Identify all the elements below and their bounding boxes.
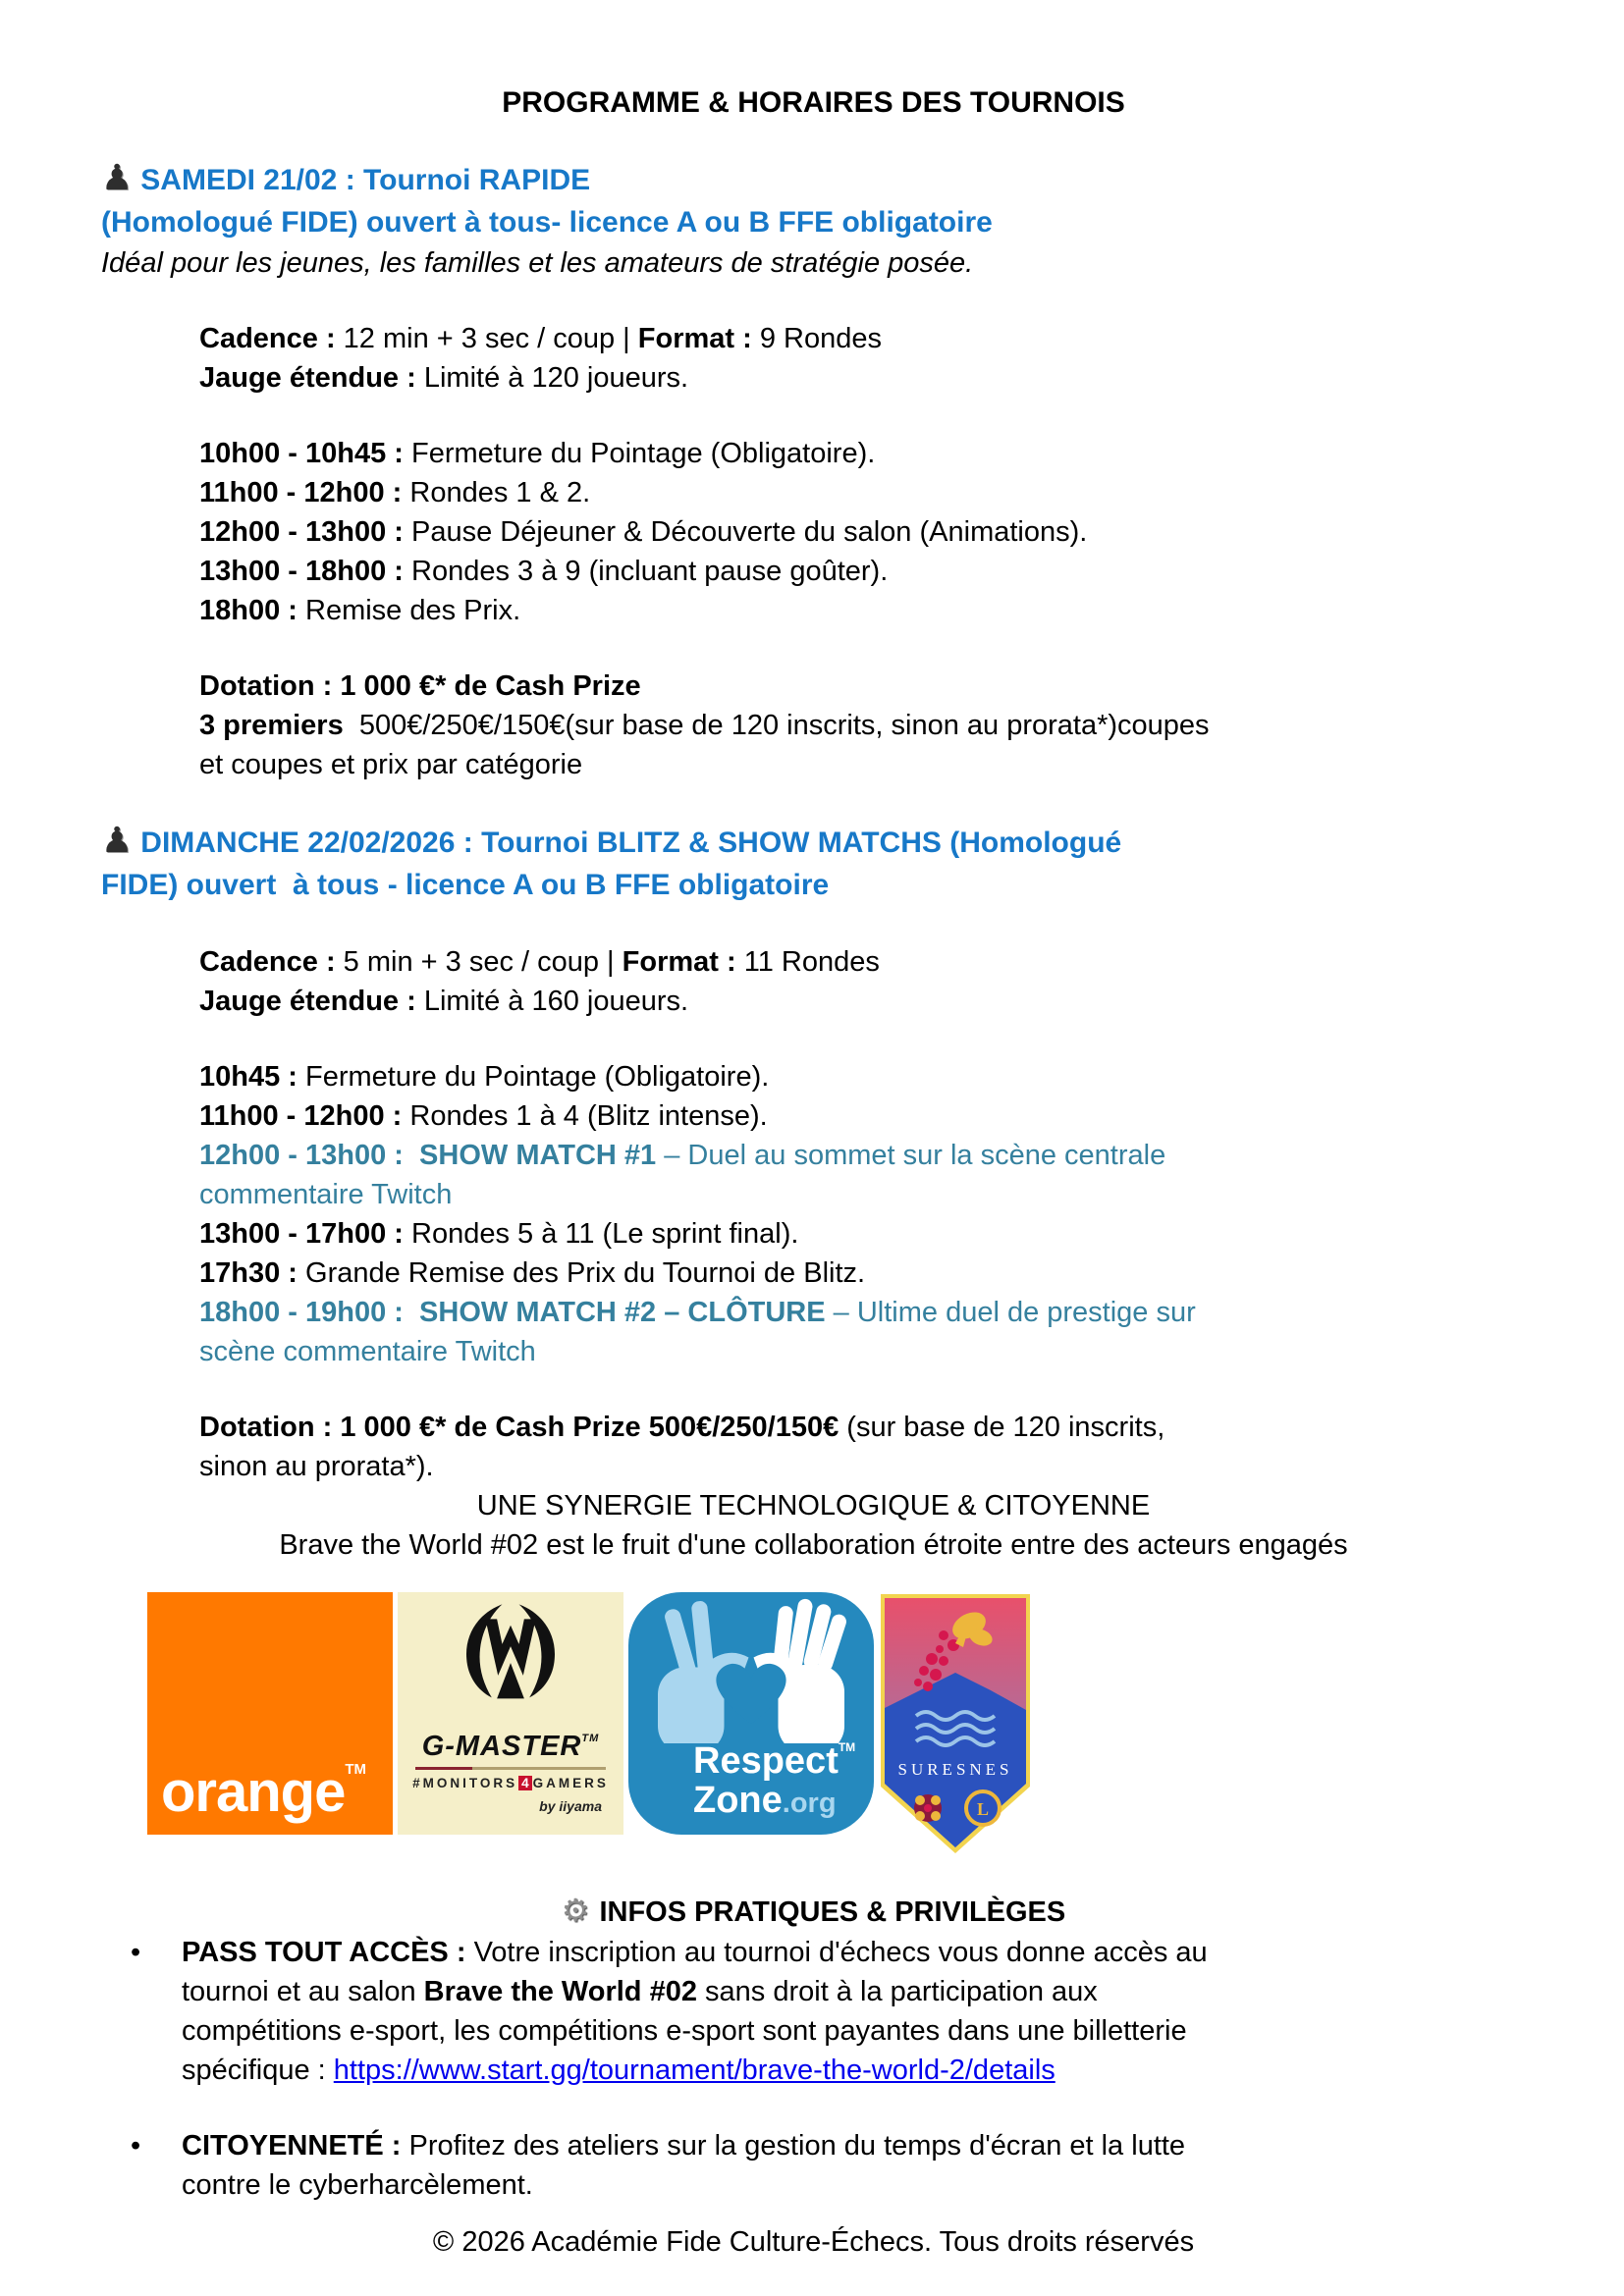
show-match-1-row: [199, 1136, 1526, 1175]
citizen-bullet-item: [101, 2126, 1526, 2205]
schedule-time: 18h00 :: [199, 595, 298, 626]
dotation-headline: Dotation : 1 000 €* de Cash Prize: [199, 670, 641, 702]
suresnes-city-text: SURESNES: [897, 1760, 1013, 1779]
respectzone-line2: [693, 1781, 855, 1823]
suresnes-floral-emblem: [914, 1794, 942, 1822]
schedule-row: [199, 1254, 1526, 1293]
suresnes-crest-icon: [879, 1592, 1032, 1855]
schedule-desc: Fermeture du Pointage (Obligatoire).: [297, 1061, 770, 1093]
format-label: Format :: [622, 946, 736, 978]
jauge-value: Limité à 120 joueurs.: [415, 362, 689, 394]
synergy-heading: UNE SYNERGIE TECHNOLOGIQUE & CITOYENNE: [476, 1490, 1151, 1522]
schedule-desc: Pause Déjeuner & Découverte du salon (Animations).: [403, 516, 1088, 548]
heart-hands-icon: [628, 1596, 874, 1743]
dotation-amount: Dotation : 1 000 €* de Cash Prize 500€/250/150€: [199, 1412, 839, 1443]
schedule-time: 11h00 - 12h00 :: [199, 477, 403, 508]
format-value: 9 Rondes: [751, 323, 882, 354]
lions-club-emblem: [966, 1791, 1000, 1825]
schedule-time: 17h30 :: [199, 1257, 298, 1289]
saturday-heading-line1: [101, 158, 1526, 201]
schedule-desc: Rondes 3 à 9 (incluant pause goûter).: [403, 556, 889, 587]
schedule-desc: Rondes 1 & 2.: [402, 477, 591, 508]
spacer: [101, 2205, 1526, 2222]
suresnes-logo: [879, 1592, 1032, 1855]
synergy-subtitle: Brave the World #02 est le fruit d'une collaboration étroite entre des acteurs engagés: [279, 1529, 1348, 1561]
schedule-row: [199, 552, 1526, 591]
show-match-1-desc: – Duel au sommet sur la scène centrale: [664, 1140, 1166, 1171]
pass-label: PASS TOUT ACCÈS :: [182, 1937, 474, 1968]
zone-text: Zone: [693, 1780, 783, 1821]
org-suffix: .org: [782, 1788, 837, 1819]
sunday-heading-line1: [101, 821, 1526, 864]
dotation-note: (sur base de 120 inscrits,: [839, 1412, 1165, 1443]
spacer: [101, 1371, 1526, 1408]
schedule-row: [199, 1214, 1526, 1254]
schedule-desc: Rondes 5 à 11 (Le sprint final).: [403, 1218, 799, 1250]
pass-line4: [182, 2051, 1526, 2090]
gmaster-tag-prefix: #MONITORS: [412, 1776, 518, 1790]
saturday-cadence-line: [199, 319, 1526, 358]
orange-wordmark: [161, 1759, 366, 1825]
dotation-top3-label: 3 premiers: [199, 710, 344, 741]
pass-text: sans droit à la participation aux: [696, 1976, 1098, 2007]
gmaster-divider: [415, 1767, 606, 1770]
saturday-schedule: [199, 434, 1526, 630]
saturday-heading-text: SAMEDI 21/02 : Tournoi RAPIDE: [140, 164, 591, 196]
schedule-desc: Remise des Prix.: [297, 595, 521, 626]
schedule-time: 13h00 - 18h00 :: [199, 556, 404, 587]
saturday-jauge-line: [199, 358, 1526, 398]
show-match-2-row: [199, 1293, 1526, 1332]
citizen-line2: contre le cyberharcèlement.: [182, 2169, 533, 2201]
spacer: [101, 398, 1526, 434]
spacer: [101, 1872, 1526, 1890]
spacer: [101, 784, 1526, 821]
show-match-2-title: 18h00 - 19h00 : SHOW MATCH #2 – CLÔTURE: [199, 1297, 834, 1328]
spacer: [101, 1021, 1526, 1057]
gmaster-tag-suffix: GAMERS: [532, 1776, 609, 1790]
pass-line2: [182, 1972, 1526, 2011]
citizen-text: Profitez des ateliers sur la gestion du temps d'écran et la lutte: [408, 2130, 1186, 2162]
saturday-section: [101, 158, 1526, 784]
cadence-value: 12 min + 3 sec / coup |: [335, 323, 638, 354]
format-value: 11 Rondes: [735, 946, 880, 978]
saturday-tagline: Idéal pour les jeunes, les familles et les amateurs de stratégie posée.: [101, 247, 974, 279]
show-match-2-desc: – Ultime duel de prestige sur: [833, 1297, 1196, 1328]
infos-heading: [101, 1890, 1526, 1933]
respectzone-line1: [693, 1728, 855, 1781]
pass-line1: [182, 1933, 1526, 1972]
jauge-value: Limité à 160 joueurs.: [415, 986, 689, 1017]
sunday-format-block: [199, 942, 1526, 1021]
spacer: [101, 906, 1526, 942]
schedule-row: [199, 512, 1526, 552]
dotation-detail-cont: et coupes et prix par catégorie: [199, 749, 583, 780]
schedule-time: 11h00 - 12h00 :: [199, 1100, 403, 1132]
gmaster-tag-four: 4: [518, 1776, 532, 1790]
schedule-desc: Fermeture du Pointage (Obligatoire).: [403, 438, 876, 469]
sunday-section: [101, 821, 1526, 1486]
saturday-dotation: [199, 667, 1526, 784]
partner-logos: [147, 1592, 1526, 1872]
gmaster-logo: [398, 1592, 623, 1835]
format-label: Format :: [637, 323, 752, 354]
orange-logo: [147, 1592, 393, 1835]
bullet-marker: •: [131, 2130, 141, 2162]
pass-text: tournoi et au salon: [182, 1976, 424, 2007]
cadence-label: Cadence :: [199, 323, 336, 354]
lions-letter: L: [976, 1799, 990, 1819]
spacer: [101, 122, 1526, 158]
saturday-heading-line2: (Homologué FIDE) ouvert à tous- licence A ou B FFE obligatoire: [101, 206, 993, 239]
show-match-2-cont: scène commentaire Twitch: [199, 1336, 536, 1367]
spacer: [101, 630, 1526, 667]
sunday-heading-line2: FIDE) ouvert à tous - licence A ou B FFE obligatoire: [101, 869, 830, 901]
spacer: [101, 2090, 1526, 2126]
ticketing-link[interactable]: https://www.start.gg/tournament/brave-the-world-2/details: [333, 2055, 1056, 2086]
schedule-row: [199, 434, 1526, 473]
citizen-line1: [182, 2126, 1526, 2165]
jauge-label: Jauge étendue :: [199, 362, 416, 394]
pawn-icon: ♟: [101, 820, 134, 860]
dotation-headline: [199, 1408, 1526, 1447]
gmaster-tagline: [398, 1776, 623, 1790]
dotation-top3-prizes: 500€/250€/150€(sur base de 120 inscrits, sinon au prorata*)coupes: [343, 710, 1210, 741]
show-match-1-cont: commentaire Twitch: [199, 1179, 453, 1210]
respectzone-logo: [628, 1592, 874, 1835]
pass-text: spécifique :: [182, 2055, 334, 2086]
gmaster-byline: by iiyama: [539, 1798, 602, 1814]
respect-text: Respect: [693, 1740, 839, 1782]
schedule-time: 10h00 - 10h45 :: [199, 438, 404, 469]
gmaster-tm: TM: [581, 1733, 600, 1744]
citizen-bullet-body: [182, 2126, 1526, 2205]
pass-bullet-body: [182, 1933, 1526, 2090]
sunday-heading-text: DIMANCHE 22/02/2026 : Tournoi BLITZ & SHOW MATCHS (Homologué: [140, 827, 1122, 859]
schedule-desc: Grande Remise des Prix du Tournoi de Blitz.: [297, 1257, 866, 1289]
pawn-icon: ♟: [101, 157, 134, 197]
schedule-row: [199, 473, 1526, 512]
dotation-detail: [199, 706, 1526, 745]
schedule-row: [199, 1096, 1526, 1136]
bullet-marker: •: [131, 1937, 141, 1968]
gmaster-emblem-icon: [448, 1598, 573, 1724]
orange-wordmark-text: orange: [161, 1760, 346, 1824]
schedule-desc: Rondes 1 à 4 (Blitz intense).: [402, 1100, 768, 1132]
sunday-jauge-line: [199, 982, 1526, 1021]
sunday-cadence-line: [199, 942, 1526, 982]
respectzone-wordmark: [693, 1728, 855, 1823]
respectzone-tm: TM: [838, 1740, 856, 1754]
sunday-schedule: [199, 1057, 1526, 1371]
cadence-value: 5 min + 3 sec / coup |: [335, 946, 623, 978]
page-title: PROGRAMME & HORAIRES DES TOURNOIS: [502, 86, 1125, 119]
schedule-time: 12h00 - 13h00 :: [199, 516, 404, 548]
orange-tm: TM: [345, 1761, 367, 1778]
pass-bullet-item: [101, 1933, 1526, 2090]
copyright-footer: © 2026 Académie Fide Culture-Échecs. Tous droits réservés: [432, 2226, 1195, 2258]
schedule-row: [199, 1057, 1526, 1096]
gmaster-wordmark: [398, 1731, 623, 1763]
event-name: Brave the World #02: [423, 1976, 697, 2007]
pass-line3: compétitions e-sport, les compétitions e-sport sont payantes dans une billetterie: [182, 2015, 1187, 2047]
spacer: [101, 283, 1526, 319]
sunday-dotation: [199, 1408, 1526, 1486]
dotation-note-cont: sinon au prorata*).: [199, 1451, 434, 1482]
schedule-time: 10h45 :: [199, 1061, 298, 1093]
saturday-format-block: [199, 319, 1526, 398]
infos-heading-text: INFOS PRATIQUES & PRIVILÈGES: [599, 1896, 1066, 1928]
schedule-row: [199, 591, 1526, 630]
gmaster-wordmark-text: G-MASTER: [421, 1731, 582, 1762]
citizen-label: CITOYENNETÉ :: [182, 2130, 409, 2162]
schedule-time: 13h00 - 17h00 :: [199, 1218, 404, 1250]
pass-text: Votre inscription au tournoi d'échecs vous donne accès au: [473, 1937, 1208, 1968]
jauge-label: Jauge étendue :: [199, 986, 416, 1017]
cadence-label: Cadence :: [199, 946, 336, 978]
gear-icon: ⚙: [561, 1893, 590, 1928]
show-match-1-title: 12h00 - 13h00 : SHOW MATCH #1: [199, 1140, 665, 1171]
